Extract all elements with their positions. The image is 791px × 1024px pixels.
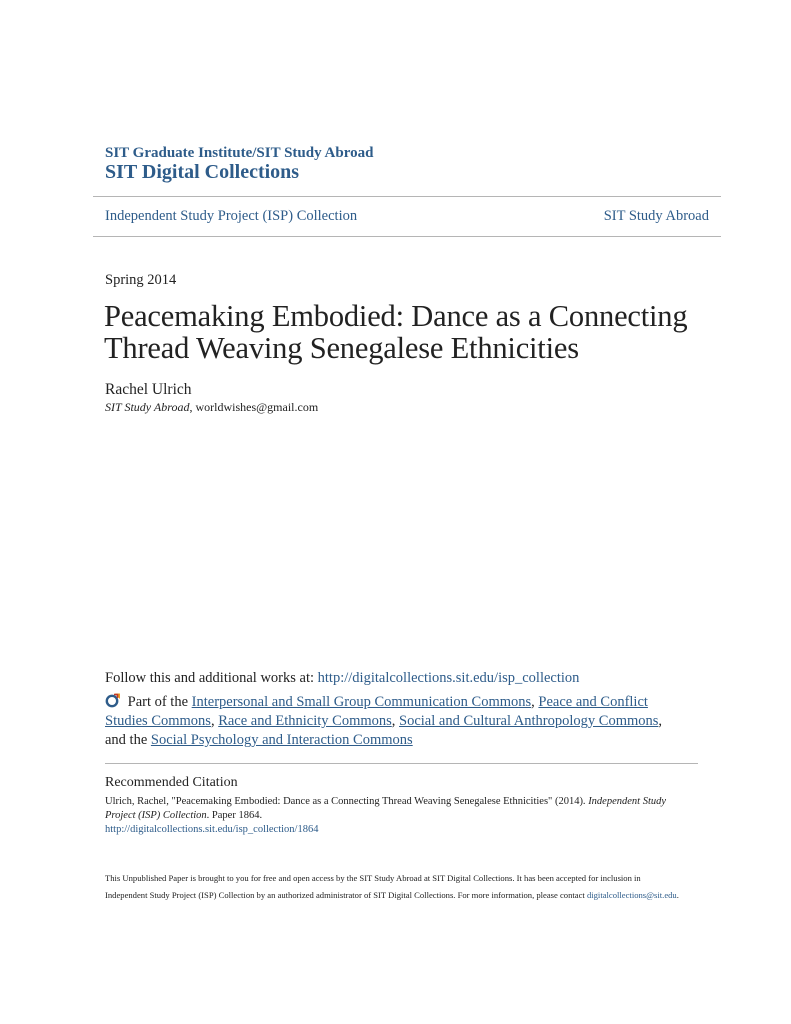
bepress-icon [105,692,121,708]
author-affiliation [105,400,318,415]
collection-name[interactable]: SIT Digital Collections [105,161,300,183]
access-notice-end: . [676,890,679,900]
citation-journal: Independent Study Project (ISP) Collection [105,796,667,821]
commons-link-race-ethnicity[interactable]: Race and Ethnicity Commons [218,713,392,729]
citation-heading: Recommended Citation [105,775,238,790]
citation-url-link[interactable]: http://digitalcollections.sit.edu/isp_collection/1864 [105,824,319,835]
follow-line [105,670,579,687]
header-divider-top [93,196,721,197]
access-notice-text: This Unpublished Paper is brought to you for free and open access by the SIT Study Abroad at SIT Digital Collections. It has been accepted for inclusion in Independent Study Project (ISP) Collection by an authorized administrator of SIT Digital Collections. For more information, please contact [105,873,641,900]
author-email: , worldwishes@gmail.com [189,400,319,414]
and-the-label: and the [105,732,151,748]
separator: , [391,713,400,729]
citation-text: Ulrich, Rachel, "Peacemaking Embodied: Dance as a Connecting Thread Weaving Senegalese Ethnicities" (2014). [105,796,589,807]
author-name: Rachel Ulrich [105,381,192,398]
commons-link-interpersonal[interactable]: Interpersonal and Small Group Communication Commons [191,694,532,710]
follow-url-link[interactable]: http://digitalcollections.sit.edu/isp_collection [317,670,580,686]
part-of-prefix: Part of the [124,694,192,710]
paper-title-line-2: Thread Weaving Senegalese Ethnicities [104,331,579,365]
commons-link-social-psychology[interactable]: Social Psychology and Interaction Commons [150,732,413,748]
citation-body [105,795,695,837]
part-of-commons [105,692,675,750]
paper-title-line-1: Peacemaking Embodied: Dance as a Connecting [104,299,688,333]
follow-prefix: Follow this and additional works at: [105,670,318,686]
separator: , [531,694,539,710]
nav-sit-study-abroad-link[interactable]: SIT Study Abroad [603,208,709,224]
paper-title [104,300,704,364]
separator: , [658,713,663,729]
citation-paper-number: . Paper 1864. [206,810,263,821]
institution-name[interactable]: SIT Graduate Institute/SIT Study Abroad [105,145,374,161]
publication-season: Spring 2014 [105,272,177,288]
contact-email-link[interactable]: digitalcollections@sit.edu [586,890,677,900]
affiliation-name: SIT Study Abroad [105,400,190,414]
commons-link-social-cultural-anthropology[interactable]: Social and Cultural Anthropology Commons [399,713,659,729]
commons-link-peace-conflict[interactable]: Peace and Conflict Studies Commons [105,694,648,729]
header-divider-bottom [93,236,721,237]
separator: , [210,713,219,729]
access-notice [105,870,680,904]
citation-divider [105,763,698,764]
nav-isp-collection-link[interactable]: Independent Study Project (ISP) Collection [105,208,358,224]
